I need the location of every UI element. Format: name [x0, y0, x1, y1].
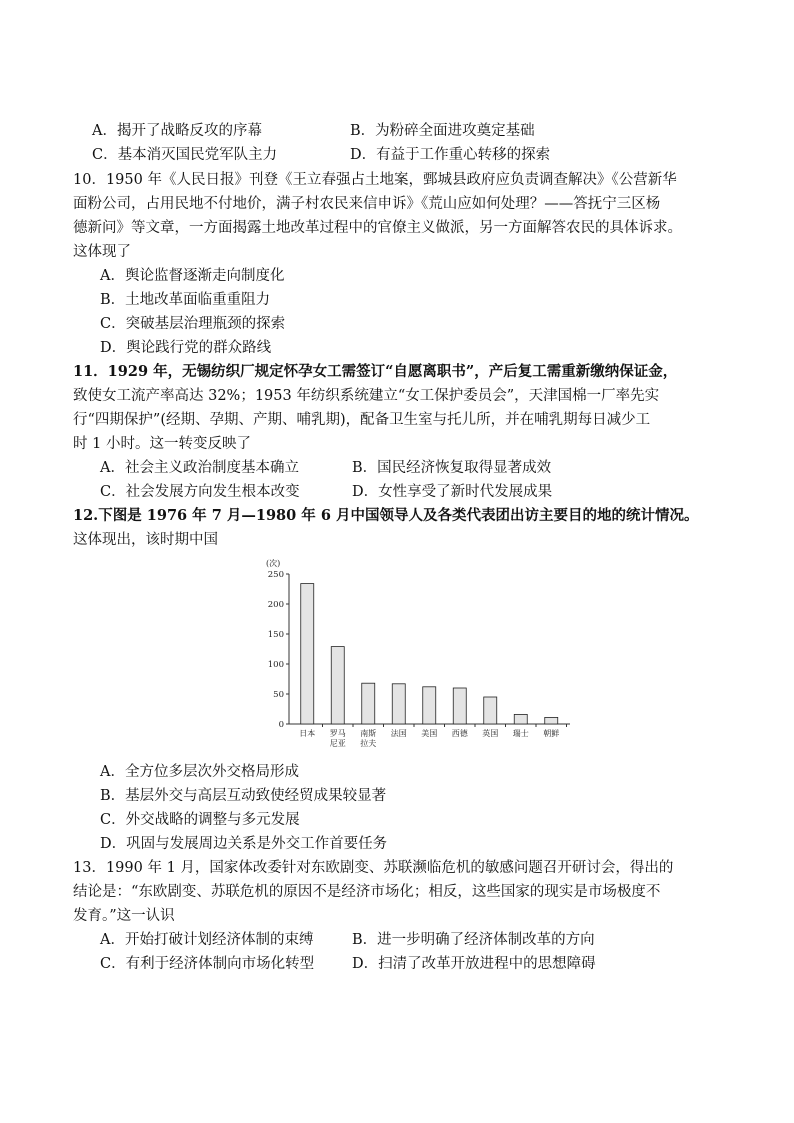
q10-option-c: C．突破基层治理瓶颈的探索	[100, 316, 286, 332]
q12-stem-line-2: 这体现出，该时期中国	[73, 532, 218, 548]
y-tick-label: 50	[273, 690, 284, 700]
q11-stem-line-3: 行“四期保护”(经期、孕期、产期、哺乳期)，配备卫生室与托儿所，并在哺乳期每日减少工	[73, 412, 651, 428]
x-tick-label: 尼亚	[329, 739, 346, 748]
q13-stem-line-2: 结论是：“东欧剧变、苏联危机的原因不是经济市场化；相反，这些国家的现实是市场极度不	[73, 884, 661, 900]
q10-option-a: A．舆论监督逐渐走向制度化	[100, 268, 285, 284]
q13-option-c: C．有利于经济体制向市场化转型	[100, 956, 315, 972]
q10-stem-line-3: 德新问》等文章，一方面揭露土地改革过程中的官僚主义做派，另一方面解答农民的具体诉求。	[73, 220, 682, 236]
q13-option-b: B．进一步明确了经济体制改革的方向	[352, 932, 595, 948]
x-tick-label: 美国	[421, 729, 438, 738]
q9-option-b: B．为粉碎全面进攻奠定基础	[350, 123, 535, 139]
q9-option-d: D．有益于工作重心转移的探索	[350, 147, 551, 163]
x-tick-label: 英国	[482, 729, 499, 738]
q12-option-a: A．全方位多层次外交格局形成	[100, 764, 299, 780]
bar-5	[423, 687, 436, 724]
q10-option-d: D．舆论践行党的群众路线	[100, 340, 272, 356]
q10-option-b: B．土地改革面临重重阻力	[100, 292, 271, 308]
y-tick-label: 250	[267, 570, 284, 580]
x-tick-label: 南斯	[360, 729, 377, 738]
visit-destination-bar-chart	[260, 556, 570, 756]
q9-option-a: A．揭开了战略反攻的序幕	[92, 123, 262, 139]
x-tick-label: 日本	[299, 729, 316, 738]
x-tick-label: 罗马	[329, 729, 346, 738]
bar-8	[514, 714, 527, 724]
x-tick-label: 法国	[390, 729, 407, 738]
q13-stem-line-3: 发育。”这一认识	[73, 908, 175, 924]
y-tick-label: 150	[267, 630, 284, 640]
bar-4	[392, 684, 405, 724]
bar-6	[453, 688, 466, 724]
bar-9	[545, 717, 558, 724]
bar-2	[331, 647, 344, 724]
x-tick-label: 西德	[451, 729, 468, 738]
x-tick-label: 瑞士	[512, 729, 529, 738]
q13-option-a: A．开始打破计划经济体制的束缚	[100, 932, 314, 948]
q11-stem-line-1: 11．1929 年，无锡纺织厂规定怀孕女工需签订“自愿离职书”，产后复工需重新缴纳保证金，	[73, 363, 678, 380]
bar-3	[362, 683, 375, 724]
y-tick-label: 100	[267, 660, 284, 670]
q11-option-a: A．社会主义政治制度基本确立	[100, 460, 299, 476]
bar-7	[484, 697, 497, 724]
q12-stem-line-1: 12.下图是 1976 年 7 月—1980 年 6 月中国领导人及各类代表团出访主要目的地的统计情况。	[73, 507, 699, 524]
y-axis-unit-label: (次)	[266, 559, 281, 568]
bar-1	[301, 584, 314, 724]
q11-option-c: C．社会发展方向发生根本改变	[100, 484, 300, 500]
q11-stem-line-4: 时 1 小时。这一转变反映了	[73, 436, 251, 452]
y-tick-label: 0	[278, 720, 284, 730]
q11-stem-line-2: 致使女工流产率高达 32%；1953 年纺织系统建立“女工保护委员会”，天津国棉一厂率先实	[73, 388, 660, 404]
q10-stem-line-1: 10．1950 年《人民日报》刊登《王立春强占土地案，鄄城县政府应负责调查解决》《公营新华	[73, 172, 677, 188]
q13-option-d: D．扫清了改革开放进程中的思想障碍	[352, 956, 596, 972]
q11-option-b: B．国民经济恢复取得显著成效	[352, 460, 552, 476]
y-tick-label: 200	[267, 600, 284, 610]
q9-option-c: C．基本消灭国民党军队主力	[92, 147, 278, 163]
q12-option-c: C．外交战略的调整与多元发展	[100, 812, 300, 828]
q12-option-d: D．巩固与发展周边关系是外交工作首要任务	[100, 836, 388, 852]
x-tick-label: 朝鲜	[543, 729, 560, 738]
q11-option-d: D．女性享受了新时代发展成果	[352, 484, 553, 500]
q13-stem-line-1: 13．1990 年 1 月，国家体改委针对东欧剧变、苏联濒临危机的敏感问题召开研讨会，得出的	[73, 860, 674, 876]
q10-stem-line-2: 面粉公司，占用民地不付地价，满子村农民来信申诉》《荒山应如何处理？——答抚宁三区杨	[73, 196, 661, 212]
q12-option-b: B．基层外交与高层互动致使经贸成果较显著	[100, 788, 387, 804]
q10-stem-line-4: 这体现了	[73, 244, 131, 260]
x-tick-label: 拉夫	[360, 739, 377, 748]
